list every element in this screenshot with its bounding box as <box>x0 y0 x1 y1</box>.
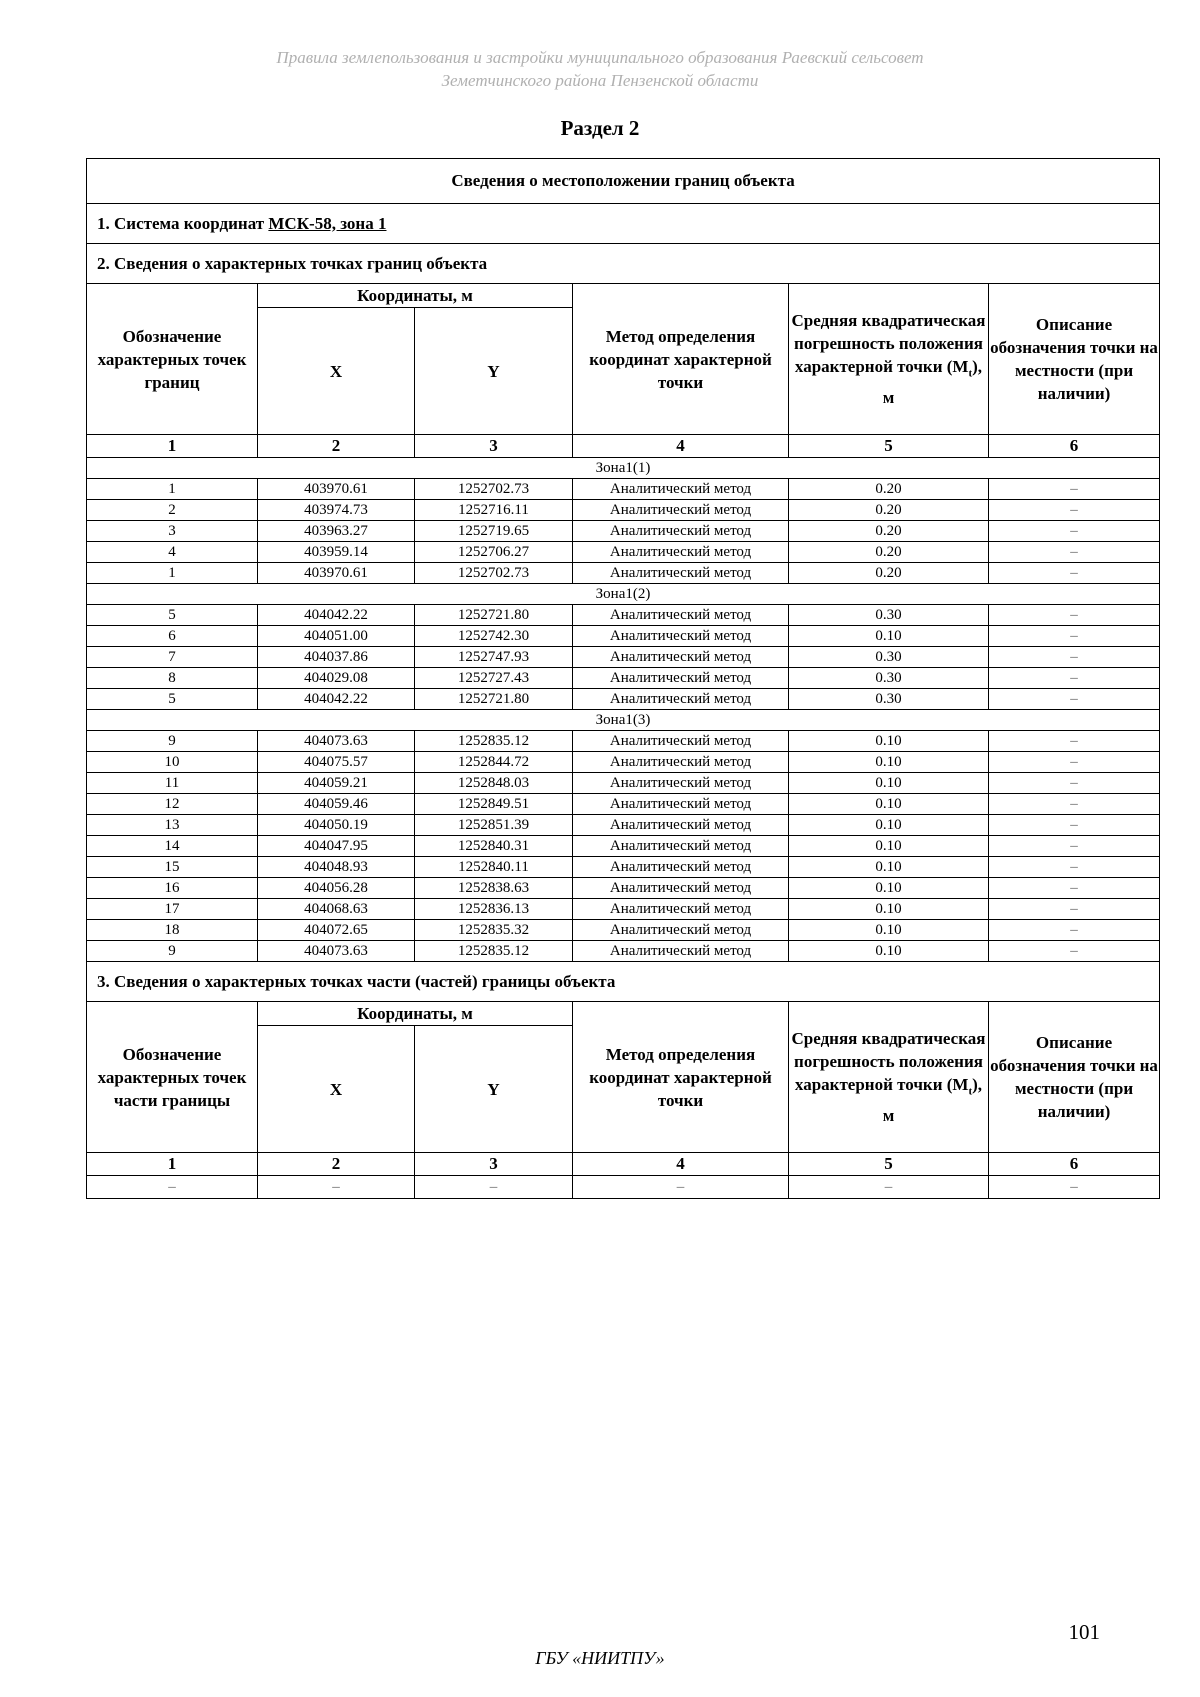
parts-cell-method: – <box>573 1176 789 1199</box>
cell-description: – <box>989 752 1160 773</box>
cell-y-coord: 1252844.72 <box>415 752 573 773</box>
parts-col-header-error-main: Средняя квадратическая погрешность положения характерной точки (M <box>791 1029 986 1095</box>
running-header-line-1: Правила землепользования и застройки муниципального образования Раевский сельсовет <box>276 48 924 67</box>
cell-error-value: 0.10 <box>789 836 989 857</box>
zone-label: Зона1(2) <box>87 584 1160 605</box>
table-row <box>87 689 1160 710</box>
cell-y-coord: 1252747.93 <box>415 647 573 668</box>
cell-point-number: 5 <box>87 605 258 626</box>
cell-description: – <box>989 836 1160 857</box>
cell-method: Аналитический метод <box>573 668 789 689</box>
table-row <box>87 731 1160 752</box>
parts-col-header-designation: Обозначение характерных точек части границы <box>87 1002 258 1153</box>
cell-point-number: 8 <box>87 668 258 689</box>
zone-row <box>87 710 1160 731</box>
table-row <box>87 542 1160 563</box>
cell-error-value: 0.10 <box>789 626 989 647</box>
col-header-error-tail: ), м <box>882 357 983 407</box>
col-number-1: 1 <box>87 435 258 458</box>
cell-point-number: 13 <box>87 815 258 836</box>
cell-point-number: 9 <box>87 941 258 962</box>
cell-description: – <box>989 626 1160 647</box>
parts-col-number-2: 2 <box>258 1153 415 1176</box>
cell-x-coord: 404042.22 <box>258 689 415 710</box>
parts-col-header-y: Y <box>415 1026 573 1153</box>
cell-error-value: 0.10 <box>789 899 989 920</box>
cell-x-coord: 404068.63 <box>258 899 415 920</box>
cell-method: Аналитический метод <box>573 521 789 542</box>
cell-x-coord: 404050.19 <box>258 815 415 836</box>
table-row <box>87 836 1160 857</box>
running-header <box>0 46 1200 92</box>
parts-col-header-error-sub: t <box>968 1085 973 1098</box>
cell-method: Аналитический метод <box>573 689 789 710</box>
cell-y-coord: 1252840.31 <box>415 836 573 857</box>
cell-x-coord: 404075.57 <box>258 752 415 773</box>
cell-method: Аналитический метод <box>573 773 789 794</box>
cell-point-number: 12 <box>87 794 258 815</box>
cell-x-coord: 404072.65 <box>258 920 415 941</box>
cell-x-coord: 403974.73 <box>258 500 415 521</box>
parts-col-number-4: 4 <box>573 1153 789 1176</box>
zone-label: Зона1(3) <box>87 710 1160 731</box>
cell-y-coord: 1252835.12 <box>415 731 573 752</box>
zone-row <box>87 458 1160 479</box>
table-row <box>87 878 1160 899</box>
boundary-table <box>86 158 1160 1199</box>
zone-row <box>87 584 1160 605</box>
cell-method: Аналитический метод <box>573 542 789 563</box>
table-row <box>87 479 1160 500</box>
running-header-line-2: Земетчинского района Пензенской области <box>441 71 759 90</box>
cell-y-coord: 1252721.80 <box>415 689 573 710</box>
col-header-designation: Обозначение характерных точек границ <box>87 284 258 435</box>
cell-point-number: 15 <box>87 857 258 878</box>
cell-x-coord: 404048.93 <box>258 857 415 878</box>
cell-x-coord: 404059.46 <box>258 794 415 815</box>
cell-y-coord: 1252848.03 <box>415 773 573 794</box>
cell-y-coord: 1252838.63 <box>415 878 573 899</box>
col-number-3: 3 <box>415 435 573 458</box>
col-header-coords: Координаты, м <box>258 284 573 308</box>
parts-column-numbers-row <box>87 1153 1160 1176</box>
cell-x-coord: 404051.00 <box>258 626 415 647</box>
cell-error-value: 0.20 <box>789 521 989 542</box>
cell-point-number: 17 <box>87 899 258 920</box>
table-row <box>87 752 1160 773</box>
col-header-error-main: Средняя квадратическая погрешность положения характерной точки (M <box>791 311 986 377</box>
col-header-error <box>789 284 989 435</box>
parts-col-header-x: X <box>258 1026 415 1153</box>
cell-x-coord: 403959.14 <box>258 542 415 563</box>
cell-description: – <box>989 794 1160 815</box>
cell-method: Аналитический метод <box>573 878 789 899</box>
table-row <box>87 626 1160 647</box>
cell-x-coord: 404059.21 <box>258 773 415 794</box>
parts-cell-y-coord: – <box>415 1176 573 1199</box>
table-row <box>87 941 1160 962</box>
cell-description: – <box>989 857 1160 878</box>
cell-error-value: 0.30 <box>789 668 989 689</box>
parts-col-number-5: 5 <box>789 1153 989 1176</box>
cell-point-number: 7 <box>87 647 258 668</box>
table-row <box>87 794 1160 815</box>
cell-method: Аналитический метод <box>573 647 789 668</box>
cell-point-number: 6 <box>87 626 258 647</box>
cell-error-value: 0.20 <box>789 542 989 563</box>
cell-method: Аналитический метод <box>573 857 789 878</box>
cell-method: Аналитический метод <box>573 563 789 584</box>
cell-error-value: 0.20 <box>789 563 989 584</box>
cell-description: – <box>989 878 1160 899</box>
table-row <box>87 857 1160 878</box>
cell-point-number: 2 <box>87 500 258 521</box>
cell-point-number: 16 <box>87 878 258 899</box>
page-number: 101 <box>1068 1620 1100 1644</box>
cell-error-value: 0.10 <box>789 752 989 773</box>
cell-point-number: 14 <box>87 836 258 857</box>
cell-method: Аналитический метод <box>573 479 789 500</box>
cell-error-value: 0.10 <box>789 773 989 794</box>
cell-point-number: 5 <box>87 689 258 710</box>
cell-method: Аналитический метод <box>573 731 789 752</box>
cell-method: Аналитический метод <box>573 941 789 962</box>
cell-error-value: 0.20 <box>789 479 989 500</box>
cell-description: – <box>989 542 1160 563</box>
parts-col-header-method: Метод определения координат характерной точки <box>573 1002 789 1153</box>
cell-point-number: 3 <box>87 521 258 542</box>
col-header-error-sub: t <box>968 367 973 380</box>
cell-point-number: 9 <box>87 731 258 752</box>
table-title: Сведения о местоположении границ объекта <box>87 159 1160 204</box>
cell-description: – <box>989 521 1160 542</box>
coord-system-value: МСК-58, зона 1 <box>268 213 387 233</box>
col-number-5: 5 <box>789 435 989 458</box>
parts-col-header-coords: Координаты, м <box>258 1002 573 1026</box>
cell-x-coord: 404073.63 <box>258 941 415 962</box>
cell-y-coord: 1252721.80 <box>415 605 573 626</box>
table-row <box>87 920 1160 941</box>
section-title: Раздел 2 <box>560 116 640 140</box>
cell-y-coord: 1252851.39 <box>415 815 573 836</box>
col-header-description: Описание обозначения точки на местности (при наличии) <box>989 284 1160 435</box>
parts-col-header-error <box>789 1002 989 1153</box>
cell-x-coord: 403970.61 <box>258 563 415 584</box>
cell-method: Аналитический метод <box>573 920 789 941</box>
cell-x-coord: 404037.86 <box>258 647 415 668</box>
cell-point-number: 11 <box>87 773 258 794</box>
cell-description: – <box>989 773 1160 794</box>
cell-description: – <box>989 500 1160 521</box>
cell-error-value: 0.10 <box>789 731 989 752</box>
footer: ГБУ «НИИТПУ» <box>535 1648 665 1668</box>
cell-description: – <box>989 563 1160 584</box>
cell-method: Аналитический метод <box>573 794 789 815</box>
col-number-6: 6 <box>989 435 1160 458</box>
cell-x-coord: 404029.08 <box>258 668 415 689</box>
cell-y-coord: 1252727.43 <box>415 668 573 689</box>
cell-method: Аналитический метод <box>573 500 789 521</box>
cell-x-coord: 403963.27 <box>258 521 415 542</box>
table-row <box>87 899 1160 920</box>
cell-point-number: 1 <box>87 563 258 584</box>
parts-cell-description: – <box>989 1176 1160 1199</box>
parts-col-number-1: 1 <box>87 1153 258 1176</box>
cell-error-value: 0.10 <box>789 794 989 815</box>
cell-description: – <box>989 899 1160 920</box>
table-row <box>87 521 1160 542</box>
parts-cell-x-coord: – <box>258 1176 415 1199</box>
cell-method: Аналитический метод <box>573 815 789 836</box>
cell-description: – <box>989 647 1160 668</box>
coord-system-prefix: 1. Система координат <box>97 213 269 233</box>
cell-error-value: 0.20 <box>789 500 989 521</box>
cell-error-value: 0.10 <box>789 815 989 836</box>
cell-method: Аналитический метод <box>573 605 789 626</box>
cell-x-coord: 404056.28 <box>258 878 415 899</box>
table-row <box>87 668 1160 689</box>
table-row <box>87 563 1160 584</box>
parts-cell-error-value: – <box>789 1176 989 1199</box>
zone-label: Зона1(1) <box>87 458 1160 479</box>
cell-x-coord: 404042.22 <box>258 605 415 626</box>
cell-y-coord: 1252706.27 <box>415 542 573 563</box>
column-numbers-row <box>87 435 1160 458</box>
cell-y-coord: 1252835.12 <box>415 941 573 962</box>
cell-error-value: 0.10 <box>789 878 989 899</box>
cell-y-coord: 1252840.11 <box>415 857 573 878</box>
col-number-4: 4 <box>573 435 789 458</box>
cell-method: Аналитический метод <box>573 752 789 773</box>
parts-col-number-3: 3 <box>415 1153 573 1176</box>
parts-col-header-description: Описание обозначения точки на местности (при наличии) <box>989 1002 1160 1153</box>
cell-error-value: 0.10 <box>789 857 989 878</box>
cell-point-number: 4 <box>87 542 258 563</box>
cell-y-coord: 1252719.65 <box>415 521 573 542</box>
cell-description: – <box>989 689 1160 710</box>
cell-method: Аналитический метод <box>573 899 789 920</box>
coord-system-row <box>87 204 1160 244</box>
parts-cell-point-number: – <box>87 1176 258 1199</box>
table-row <box>87 773 1160 794</box>
cell-description: – <box>989 731 1160 752</box>
cell-error-value: 0.10 <box>789 941 989 962</box>
col-header-x: X <box>258 308 415 435</box>
col-header-method: Метод определения координат характерной точки <box>573 284 789 435</box>
cell-x-coord: 403970.61 <box>258 479 415 500</box>
cell-y-coord: 1252836.13 <box>415 899 573 920</box>
cell-error-value: 0.30 <box>789 689 989 710</box>
table-row <box>87 605 1160 626</box>
cell-x-coord: 404073.63 <box>258 731 415 752</box>
parts-section-title: 3. Сведения о характерных точках части (частей) границы объекта <box>87 962 1160 1002</box>
cell-method: Аналитический метод <box>573 836 789 857</box>
cell-description: – <box>989 668 1160 689</box>
cell-y-coord: 1252849.51 <box>415 794 573 815</box>
parts-col-number-6: 6 <box>989 1153 1160 1176</box>
cell-point-number: 1 <box>87 479 258 500</box>
table-row <box>87 647 1160 668</box>
cell-x-coord: 404047.95 <box>258 836 415 857</box>
cell-point-number: 18 <box>87 920 258 941</box>
cell-y-coord: 1252835.32 <box>415 920 573 941</box>
cell-error-value: 0.30 <box>789 647 989 668</box>
cell-point-number: 10 <box>87 752 258 773</box>
cell-method: Аналитический метод <box>573 626 789 647</box>
parts-col-header-error-tail: ), м <box>882 1075 983 1125</box>
points-section-title: 2. Сведения о характерных точках границ объекта <box>87 244 1160 284</box>
cell-error-value: 0.10 <box>789 920 989 941</box>
cell-y-coord: 1252702.73 <box>415 563 573 584</box>
table-row <box>87 500 1160 521</box>
col-number-2: 2 <box>258 435 415 458</box>
cell-description: – <box>989 815 1160 836</box>
cell-y-coord: 1252702.73 <box>415 479 573 500</box>
cell-description: – <box>989 605 1160 626</box>
cell-description: – <box>989 941 1160 962</box>
cell-error-value: 0.30 <box>789 605 989 626</box>
cell-y-coord: 1252716.11 <box>415 500 573 521</box>
cell-description: – <box>989 920 1160 941</box>
table-row <box>87 815 1160 836</box>
parts-table-row <box>87 1176 1160 1199</box>
cell-description: – <box>989 479 1160 500</box>
col-header-y: Y <box>415 308 573 435</box>
cell-y-coord: 1252742.30 <box>415 626 573 647</box>
